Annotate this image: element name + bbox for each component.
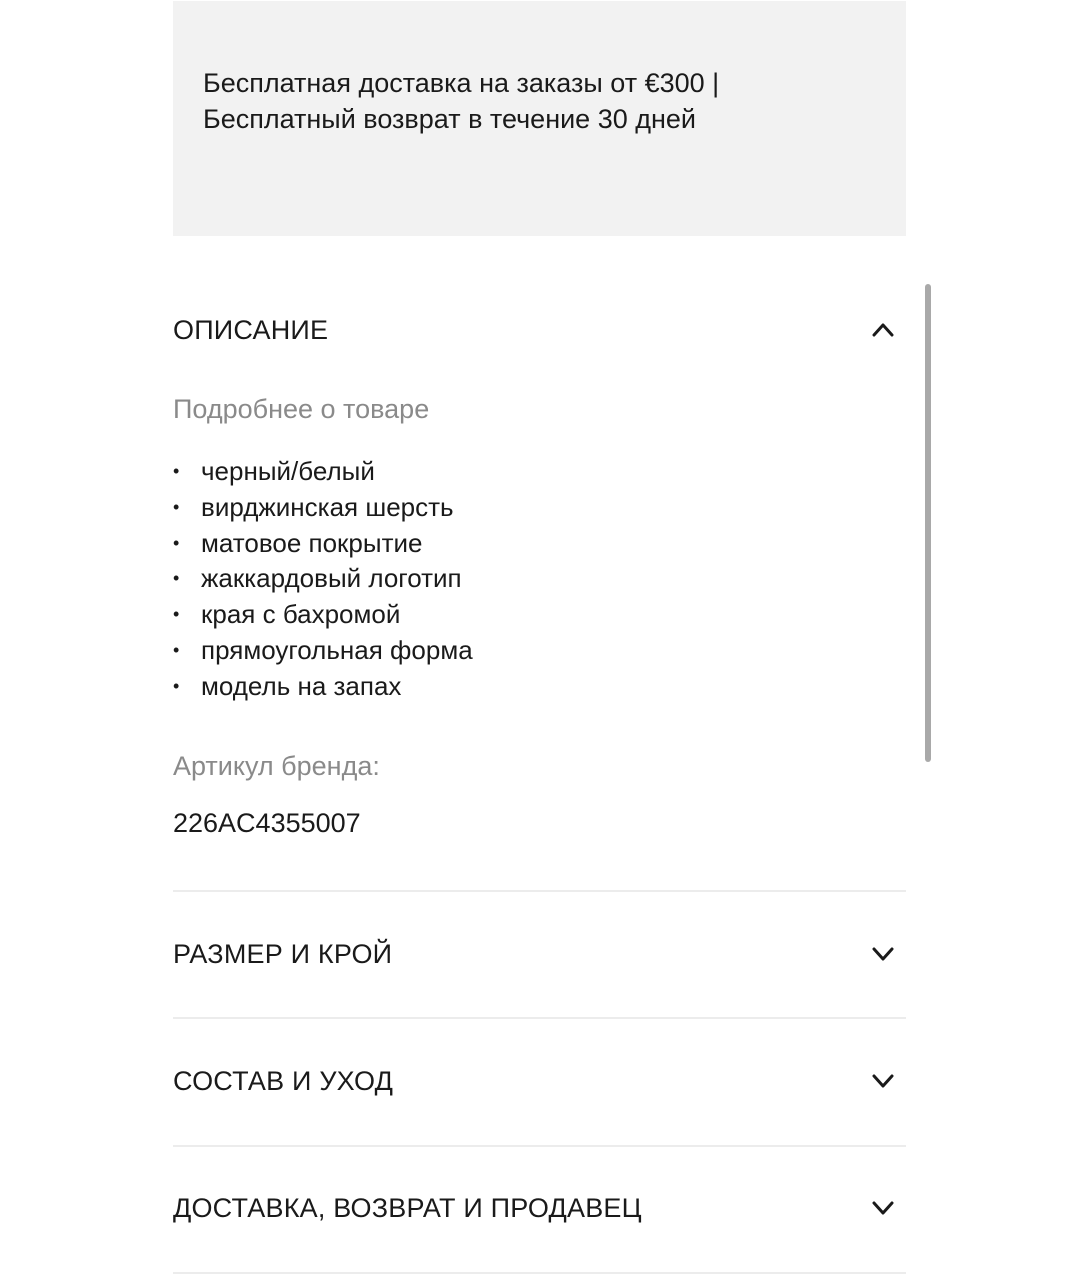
divider: [173, 1272, 906, 1274]
bullet-icon: •: [173, 461, 180, 481]
list-item: [173, 633, 473, 669]
brand-article-value: 226AC4355007: [173, 808, 361, 838]
bullet-icon: •: [173, 496, 180, 517]
bullet-icon: •: [173, 675, 180, 696]
brand-article-label: Артикул бренда:: [173, 751, 380, 781]
accordion-delivery-returns-title: ДОСТАВКА, ВОЗВРАТ И ПРОДАВЕЦ: [173, 1192, 642, 1223]
divider: [173, 1017, 906, 1019]
divider: [173, 1145, 906, 1147]
bullet-icon: •: [173, 568, 180, 589]
bullet-icon: •: [173, 639, 180, 660]
scrollbar[interactable]: [925, 284, 931, 762]
list-item: [173, 669, 473, 705]
accordion-description-title: ОПИСАНИЕ: [173, 314, 329, 345]
list-item: [173, 490, 473, 526]
free-shipping-banner: [173, 1, 906, 236]
promo-line-2: Бесплатный возврат в течение 30 дней: [203, 104, 697, 134]
accordion-size-fit-header[interactable]: [173, 924, 906, 984]
list-item: [173, 561, 473, 597]
chevron-up-icon[interactable]: [870, 317, 896, 343]
accordion-delivery-returns-header[interactable]: [173, 1178, 906, 1238]
feature-text: вирджинская шерсть: [201, 491, 454, 522]
product-details-heading: Подробнее о товаре: [173, 394, 430, 424]
divider: [173, 890, 906, 892]
accordion-composition-care-title: СОСТАВ И УХОД: [173, 1065, 394, 1096]
list-item: [173, 454, 473, 490]
feature-text: прямоугольная форма: [201, 634, 473, 665]
accordion-size-fit-title: РАЗМЕР И КРОЙ: [173, 938, 393, 969]
chevron-down-icon[interactable]: [870, 1195, 896, 1221]
promo-line-1: Бесплатная доставка на заказы от €300 |: [203, 68, 720, 98]
feature-text: жаккардовый логотип: [201, 563, 462, 594]
chevron-down-icon[interactable]: [870, 941, 896, 967]
feature-text: матовое покрытие: [201, 527, 423, 558]
accordion-description-header[interactable]: [173, 300, 906, 360]
chevron-down-icon[interactable]: [870, 1068, 896, 1094]
feature-text: модель на запах: [201, 670, 402, 701]
list-item: [173, 526, 473, 562]
promo-text: [203, 65, 803, 137]
bullet-icon: •: [173, 604, 180, 625]
feature-text: черный/белый: [201, 456, 375, 486]
list-item: [173, 597, 473, 633]
bullet-icon: •: [173, 532, 180, 553]
feature-text: края с бахромой: [201, 599, 401, 630]
accordion-composition-care-header[interactable]: [173, 1051, 906, 1111]
feature-list: [173, 454, 473, 705]
